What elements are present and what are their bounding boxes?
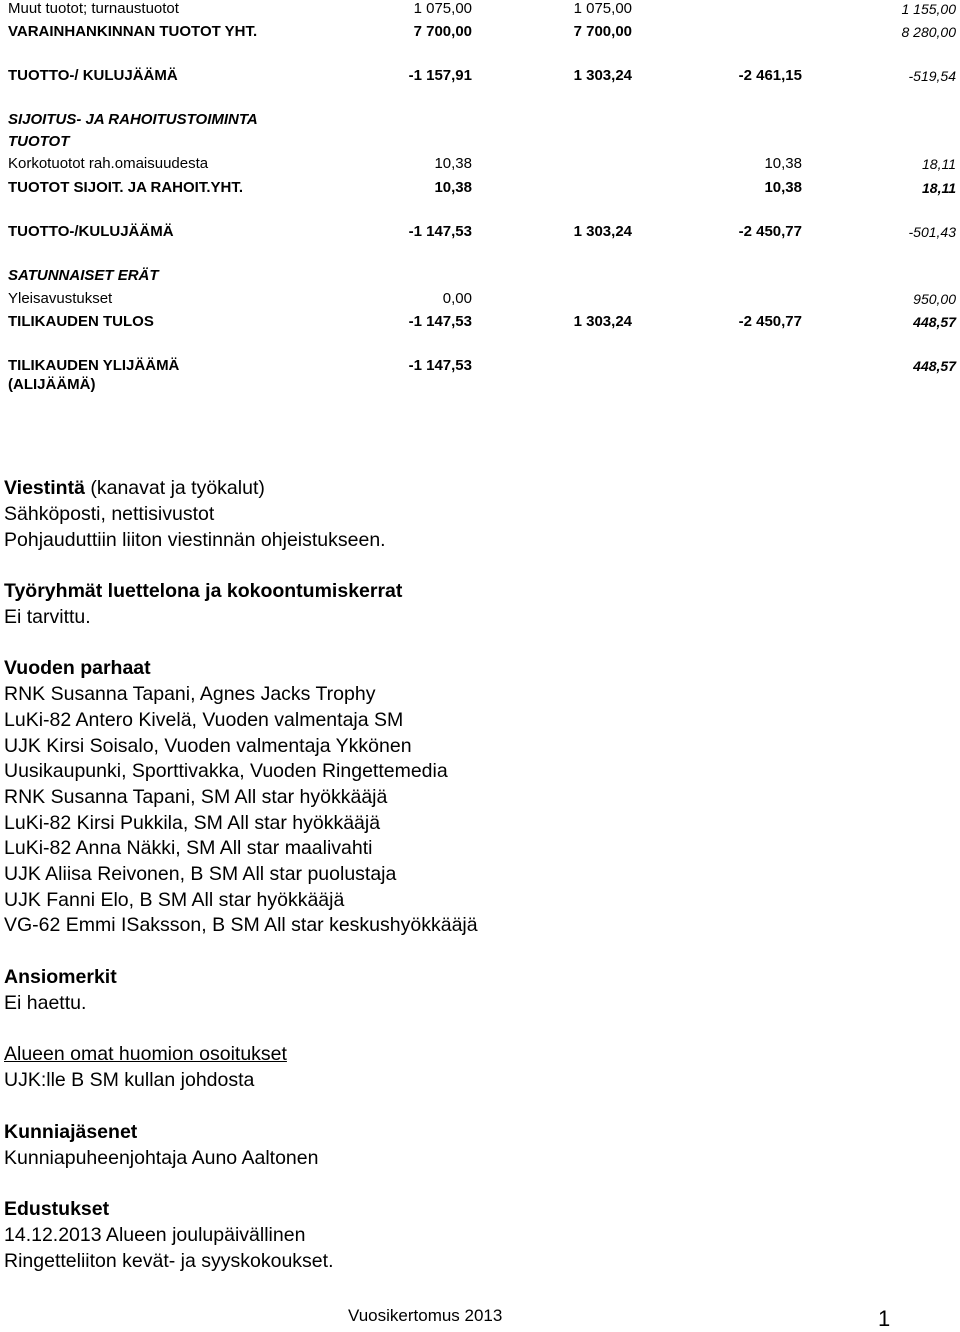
edustukset-heading: Edustukset: [4, 1198, 110, 1220]
parhaat-item: Uusikaupunki, Sporttivakka, Vuoden Ringettemedia: [4, 760, 448, 782]
value-col1: -1 157,91: [408, 67, 472, 84]
row-label: (ALIJÄÄMÄ): [8, 376, 96, 393]
value-col1: 1 075,00: [413, 0, 472, 17]
row-label: TILIKAUDEN YLIJÄÄMÄ: [8, 357, 180, 374]
value-col4: 8 280,00: [901, 24, 956, 40]
value-col3: 10,38: [764, 155, 802, 172]
huomion-line-1: UJK:lle B SM kullan johdosta: [4, 1069, 255, 1091]
tyoryhmat-line-1: Ei tarvittu.: [4, 606, 91, 628]
value-col1: 10,38: [434, 155, 472, 172]
value-col4: 18,11: [922, 156, 956, 172]
value-col2: 1 075,00: [573, 0, 632, 17]
viestinta-heading: [4, 475, 265, 501]
value-col3: -2 450,77: [738, 313, 802, 330]
row-label: Yleisavustukset: [8, 290, 113, 307]
parhaat-heading: Vuoden parhaat: [4, 657, 151, 679]
value-col1: 0,00: [442, 290, 472, 307]
value-col2: 7 700,00: [573, 23, 632, 40]
row-label: Korkotuotot rah.omaisuudesta: [8, 155, 209, 172]
value-col1: 10,38: [434, 179, 472, 196]
value-col4: 18,11: [922, 180, 956, 196]
value-col3: 10,38: [764, 179, 802, 196]
parhaat-item: RNK Susanna Tapani, SM All star hyökkääjä: [4, 786, 388, 808]
page-number: 1: [878, 1306, 891, 1331]
value-col4: 1 155,00: [901, 1, 956, 17]
row-label: TILIKAUDEN TULOS: [8, 313, 154, 330]
edustukset-line-1: 14.12.2013 Alueen joulupäivällinen: [4, 1224, 306, 1246]
row-label: TUOTTO-/KULUJÄÄMÄ: [8, 223, 174, 240]
value-col4: 448,57: [913, 358, 956, 374]
section-heading: SATUNNAISET ERÄT: [8, 267, 159, 284]
value-col1: -1 147,53: [408, 223, 472, 240]
parhaat-item: UJK Fanni Elo, B SM All star hyökkääjä: [4, 889, 345, 911]
parhaat-item: UJK Kirsi Soisalo, Vuoden valmentaja Ykkönen: [4, 735, 412, 757]
value-col4: 448,57: [913, 314, 956, 330]
parhaat-item: LuKi-82 Kirsi Pukkila, SM All star hyökkääjä: [4, 812, 381, 834]
value-col4: 950,00: [913, 291, 956, 307]
row-label: Muut tuotot; turnaustuotot: [8, 0, 179, 17]
row-label: TUOTOT SIJOIT. JA RAHOIT.YHT.: [8, 179, 244, 196]
parhaat-item: UJK Aliisa Reivonen, B SM All star puolustaja: [4, 863, 397, 885]
value-col2: 1 303,24: [573, 313, 632, 330]
footer-title: Vuosikertomus 2013: [348, 1306, 503, 1325]
parhaat-item: LuKi-82 Antero Kivelä, Vuoden valmentaja SM: [4, 709, 404, 731]
parhaat-item: VG-62 Emmi ISaksson, B SM All star keskushyökkääjä: [4, 914, 478, 936]
row-label: TUOTTO-/ KULUJÄÄMÄ: [8, 67, 178, 84]
viestinta-title-rest: (kanavat ja työkalut): [84, 477, 265, 499]
value-col2: 1 303,24: [573, 67, 632, 84]
viestinta-title: Viestintä: [4, 477, 85, 499]
tyoryhmat-heading: Työryhmät luettelona ja kokoontumiskerrat: [4, 580, 403, 602]
section-heading: TUOTOT: [8, 133, 70, 150]
value-col1: 7 700,00: [413, 23, 472, 40]
ansiomerkit-line-1: Ei haettu.: [4, 992, 87, 1014]
kunnia-heading: Kunniajäsenet: [4, 1121, 138, 1143]
viestinta-line-1: Sähköposti, nettisivustot: [4, 503, 215, 525]
row-label: VARAINHANKINNAN TUOTOT YHT.: [8, 23, 258, 40]
kunnia-line-1: Kunniapuheenjohtaja Auno Aaltonen: [4, 1147, 319, 1169]
value-col3: -2 461,15: [738, 67, 802, 84]
edustukset-line-2: Ringetteliiton kevät- ja syyskokoukset.: [4, 1250, 334, 1272]
parhaat-item: RNK Susanna Tapani, Agnes Jacks Trophy: [4, 683, 376, 705]
value-col1: -1 147,53: [408, 313, 472, 330]
parhaat-item: LuKi-82 Anna Näkki, SM All star maalivahti: [4, 837, 373, 859]
value-col3: -2 450,77: [738, 223, 802, 240]
ansiomerkit-heading: Ansiomerkit: [4, 966, 117, 988]
value-col4: -501,43: [908, 224, 956, 240]
section-heading: SIJOITUS- JA RAHOITUSTOIMINTA: [8, 111, 258, 128]
huomion-heading: Alueen omat huomion osoitukset: [4, 1043, 287, 1065]
value-col1: -1 147,53: [408, 357, 472, 374]
value-col2: 1 303,24: [573, 223, 632, 240]
viestinta-line-2: Pohjauduttiin liiton viestinnän ohjeistukseen.: [4, 529, 386, 551]
value-col4: -519,54: [908, 68, 956, 84]
